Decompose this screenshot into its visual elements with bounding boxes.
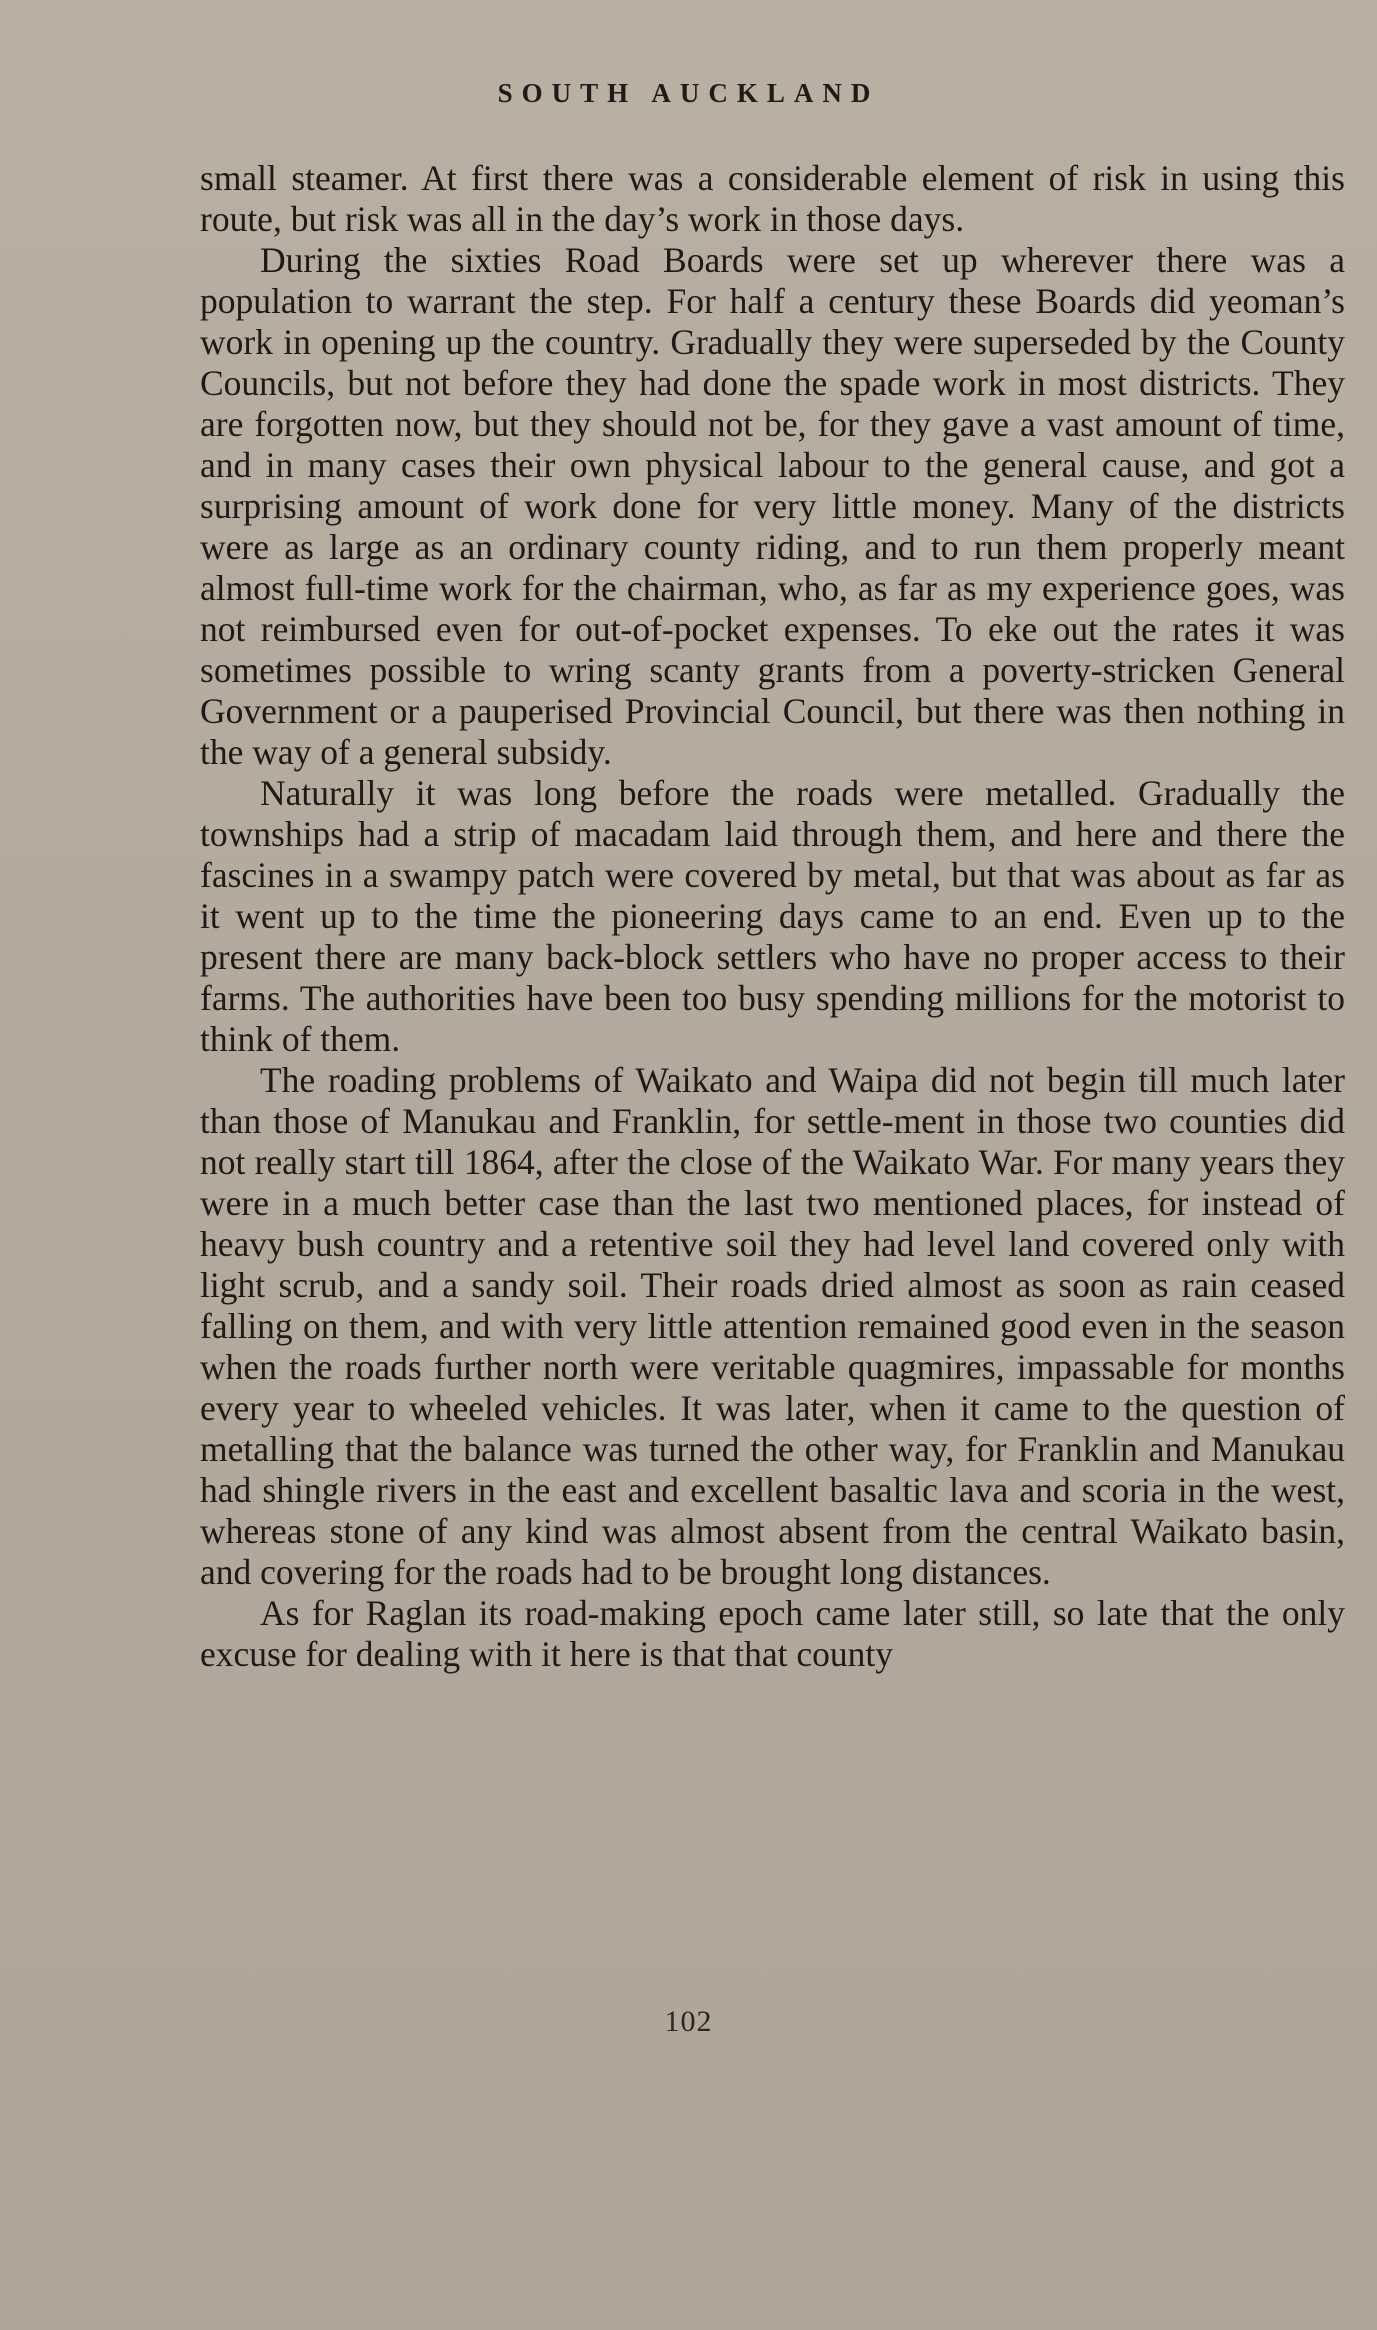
paragraph-3: Naturally it was long before the roads were metalled. Gradually the townships had a strip of macadam laid through them, and here and there the fascines in a swampy patch were covered by metal, but that was about as far as it went up to the time the pioneering days came to an end. Even up to the present there are many back-block settlers who have no proper access to their farms. The authorities have been too busy spending millions for the motorist to think of them. bbox=[200, 773, 1345, 1059]
paragraph-4: The roading problems of Waikato and Waipa did not begin till much later than those of Manukau and Franklin, for settle-ment in those two counties did not really start till 1864, after the close of the Waikato War. For many years they were in a much better case than the last two mentioned places, for instead of heavy bush country and a retentive soil they had level land covered only with light scrub, and a sandy soil. Their roads dried almost as soon as rain ceased falling on them, and with very little attention remained good even in the season when the roads further north were veritable quagmires, impassable for months every year to wheeled vehicles. It was later, when it came to the question of metalling that the balance was turned the other way, for Franklin and Manukau had shingle rivers in the east and excellent basaltic lava and scoria in the west, whereas stone of any kind was almost absent from the central Waikato basin, and covering for the roads had to be brought long distances. bbox=[200, 1060, 1345, 1592]
paragraph-1: small steamer. At first there was a considerable element of risk in using this route, but risk was all in the day’s work in those days. bbox=[200, 158, 1345, 239]
body-text bbox=[200, 158, 1345, 1675]
running-head: SOUTH AUCKLAND bbox=[497, 78, 880, 108]
paragraph-5: As for Raglan its road-making epoch came later still, so late that the only excuse for dealing with it here is that that county bbox=[200, 1593, 1345, 1674]
page-number: 102 bbox=[664, 2005, 713, 2038]
paragraph-2: During the sixties Road Boards were set up wherever there was a population to warrant the step. For half a century these Boards did yeoman’s work in opening up the country. Gradually they were superseded by the County Councils, but not before they had done the spade work in most districts. They are forgotten now, but they should not be, for they gave a vast amount of time, and in many cases their own physical labour to the general cause, and got a surprising amount of work done for very little money. Many of the districts were as large as an ordinary county riding, and to run them properly meant almost full-time work for the chairman, who, as far as my experience goes, was not reimbursed even for out-of-pocket expenses. To eke out the rates it was sometimes possible to wring scanty grants from a poverty-stricken General Government or a pauperised Provincial Council, but there was then nothing in the way of a general subsidy. bbox=[200, 240, 1345, 772]
